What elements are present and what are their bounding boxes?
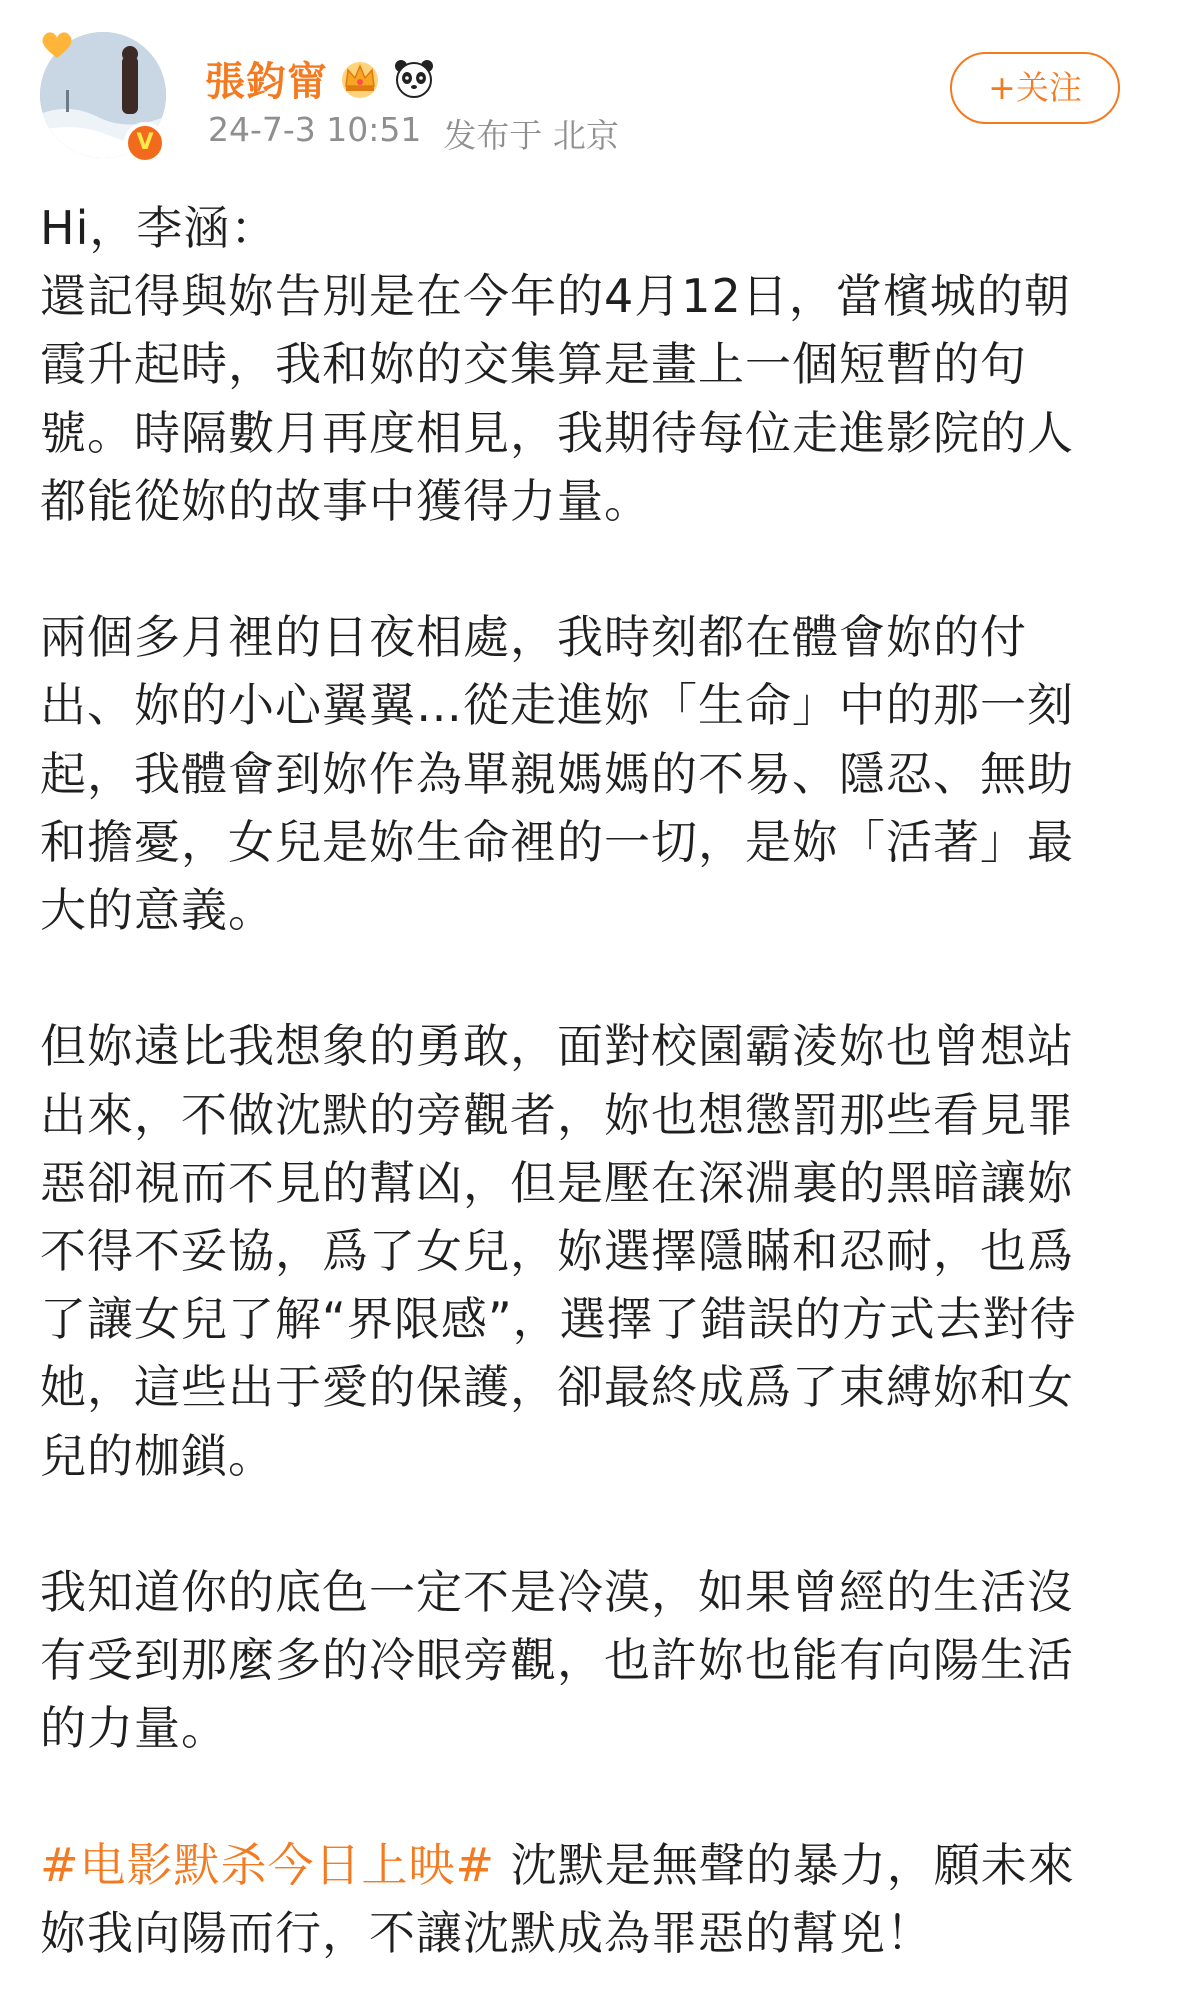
post-meta — [208, 110, 619, 157]
post-paragraph-1: 還記得與妳告別是在今年的4月12日，當檳城的朝 霞升起時，我和妳的交集算是畫上一個短暫的句 號。時隔數月再度相見，我期待每位走進影院的人 都能從妳的故事中獲得力量。 — [40, 269, 1074, 528]
post-header — [0, 0, 1179, 170]
paragraph-spacer — [40, 944, 1140, 1012]
crown-icon — [338, 56, 382, 100]
post-closing — [40, 1831, 1140, 1967]
post-location: 发布于 北京 — [443, 116, 619, 155]
post-paragraph-3: 但妳遠比我想象的勇敢，面對校園霸淩妳也曾想站 出來，不做沈默的旁觀者，妳也想懲罰那些看見罪 惡卻視而不見的幫凶，但是壓在深淵裏的黑暗讓妳 不得不妥協，爲了女兒，妳選擇隱瞞和忍耐，也爲 了讓女兒了解“界限感”，選擇了錯誤的方式去對待 她，這些出于愛的保護，卻最終成爲了束縛妳和女 兒的枷鎖。 — [40, 1019, 1077, 1483]
post-content — [40, 194, 1140, 1967]
post-greeting: Hi，李涵： — [40, 201, 278, 255]
post-paragraph-4: 我知道你的底色一定不是冷漠，如果曾經的生活沒 有受到那麼多的冷眼旁觀，也許妳也能有向陽生活 的力量。 — [40, 1565, 1074, 1756]
verified-icon: V — [124, 122, 166, 164]
closing-text: 沈默是無聲的暴力，願未來 妳我向陽而行，不讓沈默成為罪惡的幫兇！ — [40, 1837, 1075, 1961]
author-name[interactable]: 張鈞甯 — [205, 58, 328, 105]
post-paragraph-2: 兩個多月裡的日夜相處，我時刻都在體會妳的付 出、妳的小心翼翼…從走進妳「生命」中的那一刻 起，我體會到妳作為單親媽媽的不易、隱忍、無助 和擔憂，女兒是妳生命裡的一切，是妳「活著」最 大的意義。 — [40, 610, 1074, 938]
post-timestamp: 24-7-3 10:51 — [208, 110, 422, 149]
paragraph-spacer — [40, 535, 1140, 603]
heart-icon — [40, 30, 74, 60]
follow-button[interactable]: +关注 — [950, 52, 1120, 124]
author-row — [205, 48, 436, 108]
hashtag-link[interactable]: #电影默杀今日上映# — [40, 1837, 496, 1892]
paragraph-spacer — [40, 1490, 1140, 1558]
panda-icon — [392, 56, 436, 100]
paragraph-spacer — [40, 1763, 1140, 1831]
